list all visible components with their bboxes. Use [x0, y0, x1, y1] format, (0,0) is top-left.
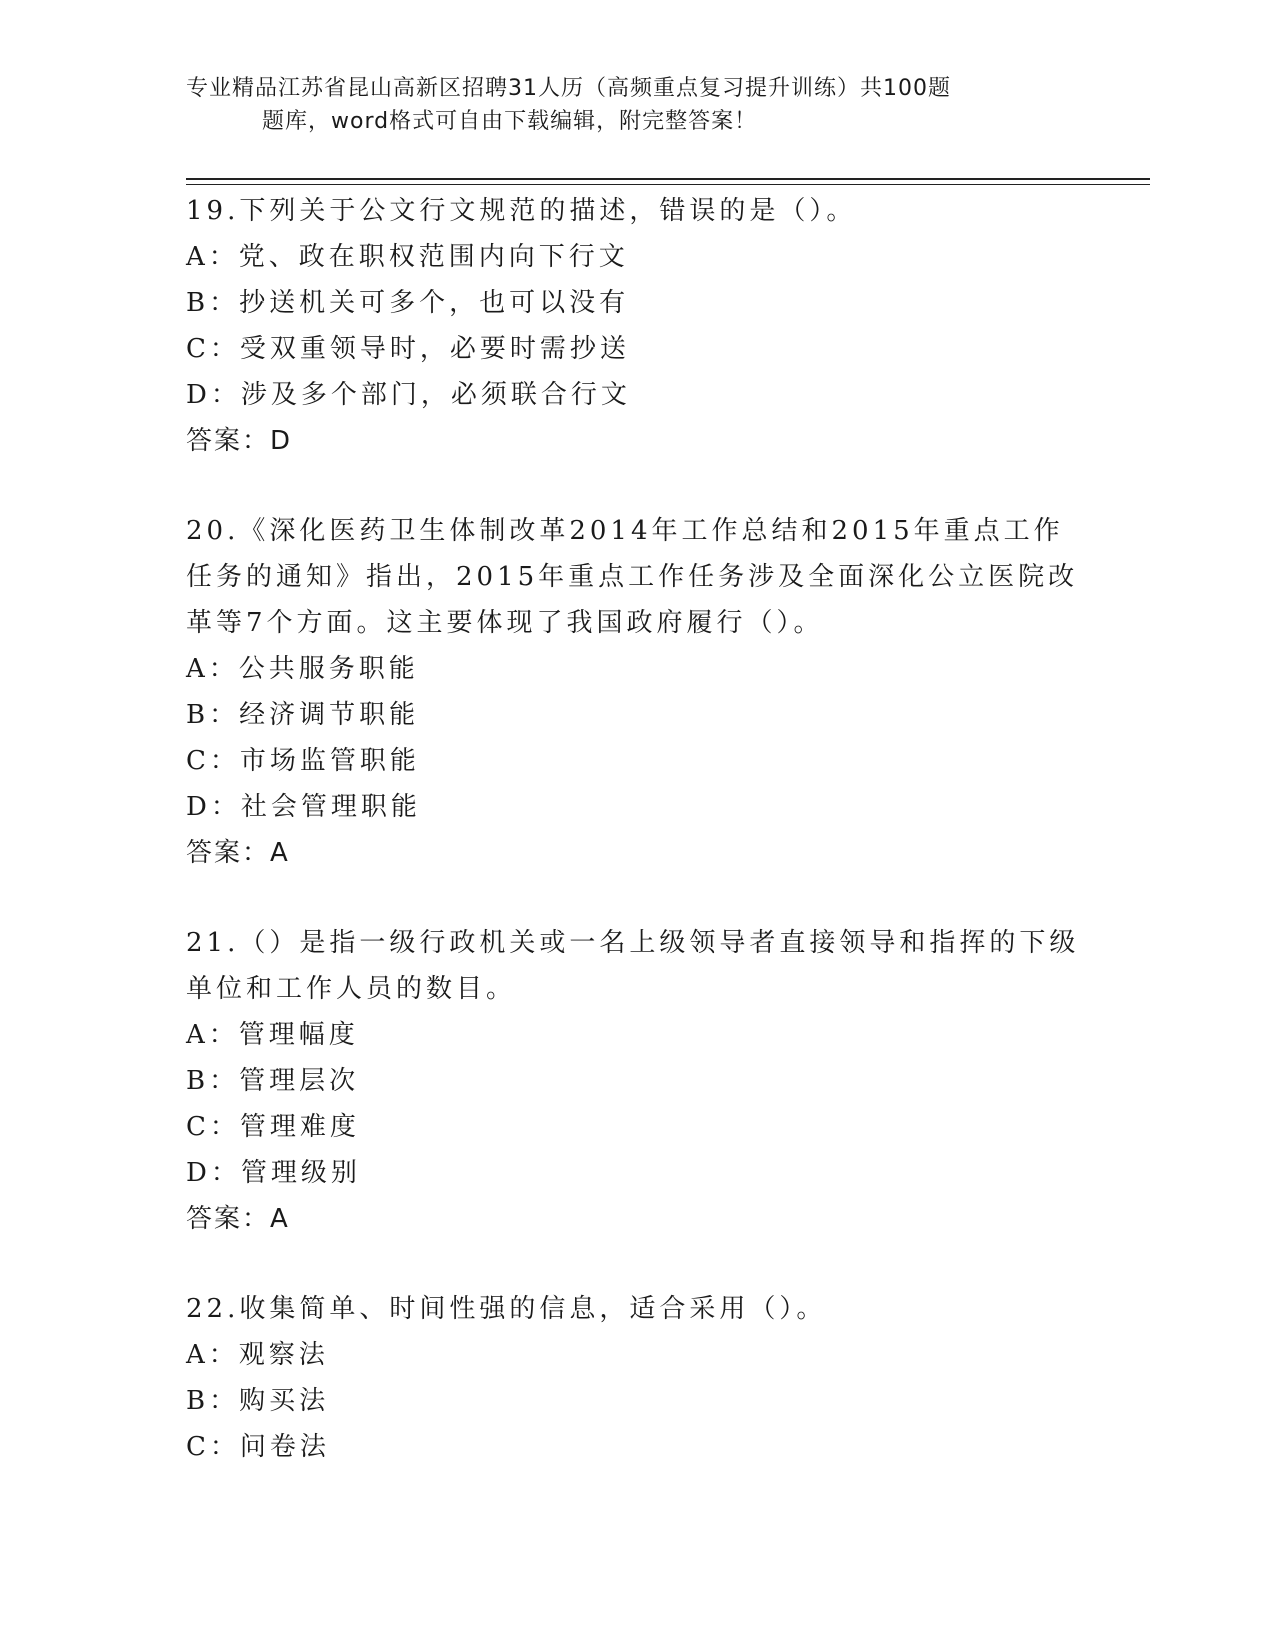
- option-d: D：涉及多个部门，必须联合行文: [186, 380, 631, 410]
- option-b: B：管理层次: [186, 1066, 360, 1096]
- option-b: B：购买法: [186, 1386, 330, 1416]
- option-a: A：党、政在职权范围内向下行文: [186, 242, 629, 272]
- option-c: C：管理难度: [186, 1112, 360, 1142]
- answer-line: 答案：A: [186, 838, 290, 868]
- question-stem: 22.收集简单、时间性强的信息，适合采用（）。: [186, 1294, 827, 1324]
- option-b: B：经济调节职能: [186, 700, 420, 730]
- header-divider-thin: [186, 184, 1150, 185]
- question-20: [186, 508, 1086, 876]
- option-c: C：受双重领导时，必要时需抄送: [186, 334, 630, 364]
- option-b: B：抄送机关可多个，也可以没有: [186, 288, 630, 318]
- option-a: A：管理幅度: [186, 1020, 359, 1050]
- option-d: D：管理级别: [186, 1158, 361, 1188]
- answer-line: 答案：D: [186, 426, 293, 456]
- option-a: A：公共服务职能: [186, 654, 419, 684]
- option-c: C：问卷法: [186, 1432, 330, 1462]
- option-c: C：市场监管职能: [186, 746, 420, 776]
- document-header: [186, 72, 1146, 138]
- option-d: D：社会管理职能: [186, 792, 421, 822]
- question-19: [186, 188, 1086, 464]
- header-divider-thick: [186, 178, 1150, 180]
- question-stem: 20.《深化医药卫生体制改革2014年工作总结和2015年重点工作任务的通知》指出，2015年重点工作任务涉及全面深化公立医院改革等7个方面。这主要体现了我国政府履行（）。: [186, 516, 1079, 638]
- option-a: A：观察法: [186, 1340, 329, 1370]
- answer-line: 答案：A: [186, 1204, 290, 1234]
- header-title-line-2: 题库，word格式可自由下载编辑，附完整答案！: [262, 109, 758, 134]
- header-title-line-1: 专业精品江苏省昆山高新区招聘31人历（高频重点复习提升训练）共100题: [186, 76, 951, 101]
- question-stem: 19.下列关于公文行文规范的描述，错误的是（）。: [186, 196, 857, 226]
- question-22: [186, 1286, 1086, 1470]
- question-list: [186, 188, 1086, 1514]
- question-21: [186, 920, 1086, 1242]
- question-stem: 21.（）是指一级行政机关或一名上级领导者直接领导和指挥的下级单位和工作人员的数目。: [186, 928, 1080, 1004]
